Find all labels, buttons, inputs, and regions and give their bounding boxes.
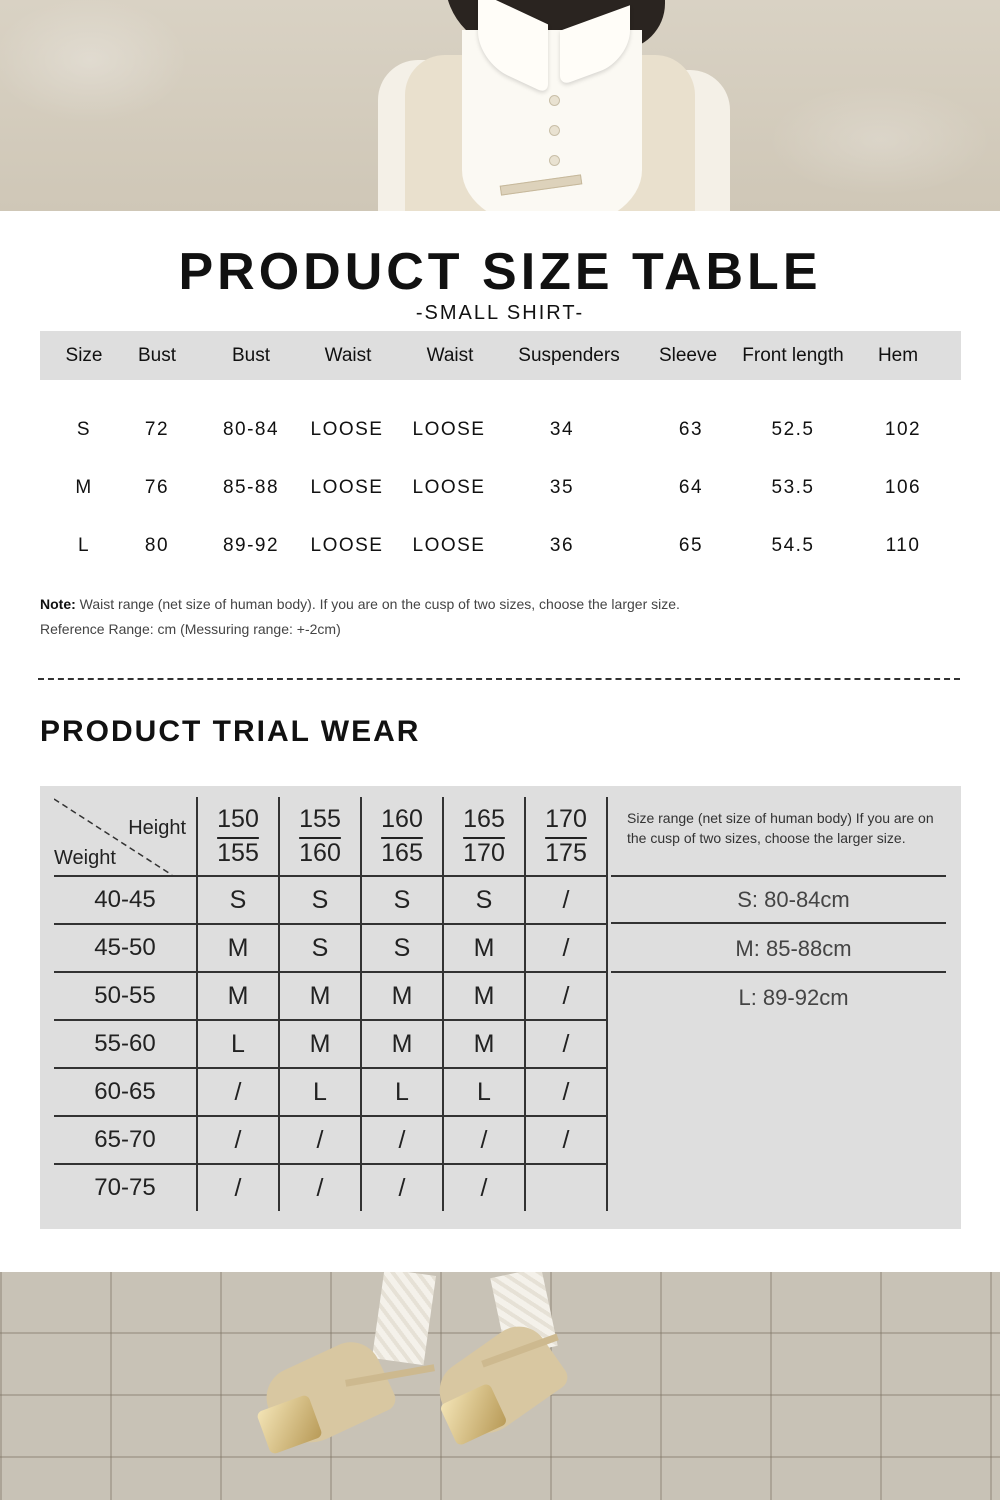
- weight-row: [54, 1068, 607, 1116]
- height-from: 160: [381, 805, 423, 833]
- height-to: 160: [299, 839, 341, 867]
- table-cell: 76: [144, 477, 170, 498]
- table-row: [40, 535, 961, 565]
- size-table-subtitle: -SMALL SHIRT-: [415, 302, 585, 324]
- size-cell: L: [443, 1068, 525, 1116]
- header-cell: Size: [65, 345, 103, 366]
- size-cell: /: [525, 972, 607, 1020]
- size-cell: /: [361, 1164, 443, 1211]
- reference-range: Reference Range: cm (Messuring range: +-2cm): [40, 621, 341, 637]
- weight-range: 65-70: [54, 1116, 197, 1164]
- height-range: [197, 797, 279, 876]
- size-cell: /: [197, 1068, 279, 1116]
- table-cell: 53.5: [771, 477, 815, 498]
- table-cell: LOOSE: [412, 419, 486, 440]
- size-cell: /: [525, 876, 607, 924]
- note-text: Waist range (net size of human body). If you are on the cusp of two sizes, choose the larger size.: [79, 596, 680, 612]
- table-cell: 80-84: [222, 419, 280, 440]
- range-m: M: 85-88cm: [735, 936, 852, 961]
- table-cell: 89-92: [222, 535, 280, 556]
- size-table: [40, 331, 961, 556]
- height-to: 155: [217, 839, 259, 867]
- size-cell: /: [525, 924, 607, 972]
- dashed-divider: [38, 678, 960, 680]
- weight-row: [54, 924, 607, 972]
- size-cell: M: [197, 972, 279, 1020]
- table-cell: 110: [885, 535, 921, 556]
- weight-range: 40-45: [54, 876, 197, 924]
- size-cell: /: [443, 1164, 525, 1211]
- table-cell: L: [77, 535, 91, 556]
- size-cell: M: [443, 972, 525, 1020]
- size-cell: /: [279, 1164, 361, 1211]
- shirt-button: [549, 125, 560, 136]
- left-leg: [372, 1272, 436, 1365]
- height-range: [361, 797, 443, 876]
- table-cell: 80: [144, 535, 170, 556]
- table-row: [40, 477, 961, 507]
- table-cell: 102: [884, 419, 922, 440]
- height-from: 155: [299, 805, 341, 833]
- range-l: L: 89-92cm: [738, 985, 849, 1010]
- table-cell: 52.5: [771, 419, 815, 440]
- table-cell: 35: [549, 477, 575, 498]
- trial-wear-title: PRODUCT TRIAL WEAR: [40, 715, 421, 748]
- height-label: Height: [128, 817, 186, 839]
- header-cell: Bust: [231, 345, 271, 366]
- size-cell: M: [279, 972, 361, 1020]
- size-cell: L: [279, 1068, 361, 1116]
- header-cell: Front length: [742, 345, 844, 366]
- size-cell: S: [443, 876, 525, 924]
- table-cell: 106: [884, 477, 922, 498]
- size-cell: /: [525, 1116, 607, 1164]
- weight-range: 45-50: [54, 924, 197, 972]
- size-cell: /: [525, 1020, 607, 1068]
- range-s: S: 80-84cm: [737, 887, 850, 912]
- height-to: 175: [545, 839, 587, 867]
- height-range: [443, 797, 525, 876]
- height-range: [525, 797, 607, 876]
- table-cell: M: [75, 477, 93, 498]
- table-cell: LOOSE: [310, 419, 384, 440]
- header-cell: Suspenders: [518, 345, 620, 366]
- weight-row: [54, 972, 607, 1020]
- weight-row: [54, 1116, 607, 1164]
- weight-range: 55-60: [54, 1020, 197, 1068]
- header-cell: Sleeve: [658, 345, 718, 366]
- height-header-row: [54, 797, 607, 876]
- size-cell: L: [197, 1020, 279, 1068]
- size-cell: /: [197, 1116, 279, 1164]
- table-cell: 85-88: [222, 477, 280, 498]
- corner-cell: [54, 797, 197, 876]
- size-cell: /: [279, 1116, 361, 1164]
- table-cell: 65: [678, 535, 704, 556]
- height-from: 170: [545, 805, 587, 833]
- size-cell: /: [525, 1068, 607, 1116]
- size-cell: S: [197, 876, 279, 924]
- weight-row: [54, 1164, 607, 1211]
- size-cell: S: [279, 924, 361, 972]
- range-divider: [611, 971, 946, 973]
- size-cell: /: [361, 1116, 443, 1164]
- header-cell: Waist: [324, 345, 372, 366]
- weight-label: Weight: [54, 847, 116, 869]
- weight-row: [54, 876, 607, 924]
- header-cell: Waist: [426, 345, 474, 366]
- height-from: 165: [463, 805, 505, 833]
- table-cell: 64: [678, 477, 704, 498]
- shirt-button: [549, 95, 560, 106]
- table-cell: 54.5: [771, 535, 815, 556]
- size-cell: M: [443, 924, 525, 972]
- size-cell: M: [279, 1020, 361, 1068]
- size-cell: M: [361, 972, 443, 1020]
- size-range-note: Size range (net size of human body) If you are on the cusp of two sizes, choose the larger size.: [627, 810, 934, 846]
- trial-wear-grid: [54, 797, 608, 1211]
- size-cell: M: [361, 1020, 443, 1068]
- top-product-photo: [0, 0, 1000, 211]
- shirt-button: [549, 155, 560, 166]
- table-cell: 36: [549, 535, 575, 556]
- table-cell: LOOSE: [412, 477, 486, 498]
- size-table-title: PRODUCT SIZE TABLE: [178, 243, 822, 301]
- header-cell: Hem: [877, 345, 919, 366]
- weight-range: 50-55: [54, 972, 197, 1020]
- height-to: 165: [381, 839, 423, 867]
- table-cell: 34: [549, 419, 575, 440]
- size-cell: /: [197, 1164, 279, 1211]
- size-cell: M: [443, 1020, 525, 1068]
- size-cell: L: [361, 1068, 443, 1116]
- table-row: [40, 419, 961, 449]
- size-cell: S: [279, 876, 361, 924]
- size-cell: S: [361, 876, 443, 924]
- table-cell: S: [76, 419, 92, 440]
- weight-range: 60-65: [54, 1068, 197, 1116]
- table-cell: LOOSE: [310, 535, 384, 556]
- note-label: Note:: [40, 596, 76, 612]
- size-note: [40, 596, 680, 612]
- range-divider: [611, 875, 946, 877]
- range-divider: [611, 922, 946, 924]
- height-to: 170: [463, 839, 505, 867]
- size-table-header: [40, 331, 961, 380]
- table-cell: 63: [678, 419, 704, 440]
- size-cell: /: [443, 1116, 525, 1164]
- size-cell: [525, 1164, 607, 1211]
- header-cell: Bust: [137, 345, 177, 366]
- table-cell: LOOSE: [412, 535, 486, 556]
- table-cell: LOOSE: [310, 477, 384, 498]
- size-cell: M: [197, 924, 279, 972]
- height-range: [279, 797, 361, 876]
- weight-range: 70-75: [94, 1174, 156, 1201]
- bottom-product-photo: [0, 1272, 1000, 1500]
- weight-row: [54, 1020, 607, 1068]
- table-cell: 72: [144, 419, 170, 440]
- height-from: 150: [217, 805, 259, 833]
- size-cell: S: [361, 924, 443, 972]
